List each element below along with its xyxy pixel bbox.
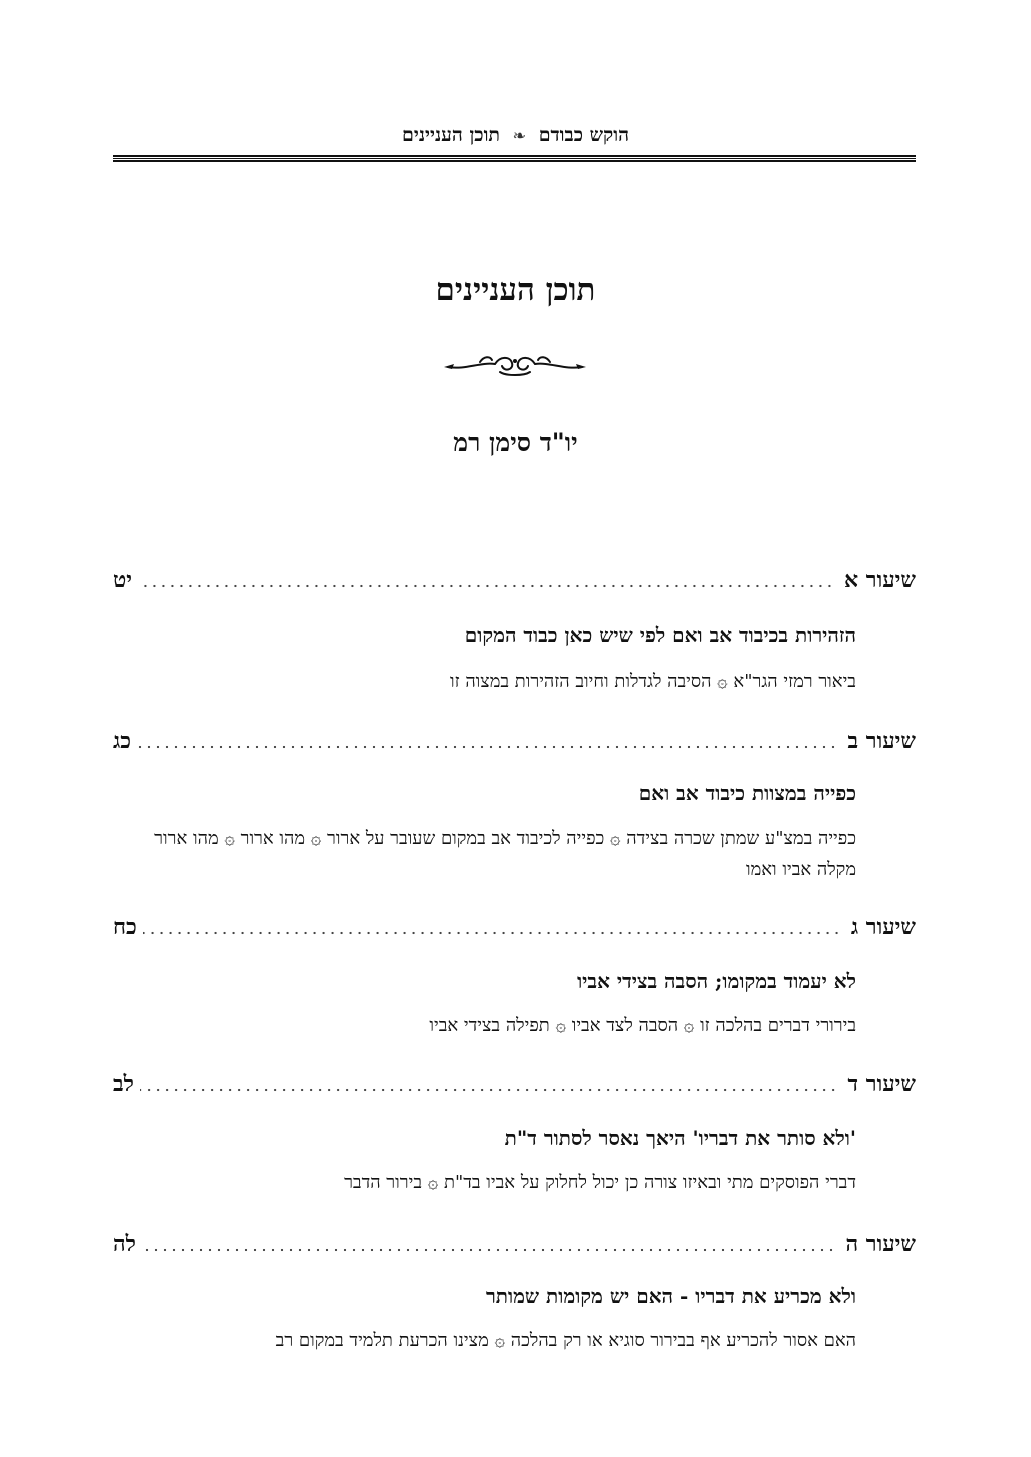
toc-page-number: כג bbox=[113, 728, 132, 754]
dot-leader bbox=[142, 1247, 836, 1253]
toc-lesson-label: שיעור ג bbox=[850, 914, 916, 940]
entry-description: דברי הפוסקים מתי ובאיזו צורה כן יכול לחלוק על אביו בד"ת ۞ בירור הדבר bbox=[344, 1172, 856, 1193]
entry-description: האם אסור להכריע אף בבירור סוגיא או רק בהלכה ۞ מצינו הכרעת תלמיד במקום רב bbox=[275, 1330, 856, 1351]
entry-description: בירורי דברים בהלכה זו ۞ הסבה לצד אביו ۞ תפילה בצידי אביו bbox=[429, 1015, 856, 1036]
toc-row bbox=[113, 567, 916, 597]
toc-row bbox=[113, 914, 916, 944]
running-head-section: תוכן העניינים bbox=[401, 124, 501, 146]
toc-page-number: כח bbox=[113, 914, 137, 940]
toc-row bbox=[113, 1231, 916, 1261]
dot-leader bbox=[138, 583, 834, 589]
toc-page-number: לב bbox=[113, 1071, 134, 1097]
toc-page-number: לה bbox=[113, 1231, 136, 1257]
toc-lesson-label: שיעור ב bbox=[847, 728, 916, 754]
toc-lesson-label: שיעור ד bbox=[847, 1071, 916, 1097]
entry-description: כפייה במצ"ע שמתן שכרה בצידה ۞ כפייה לכיבוד אב במקום שעובר על ארור ۞ מהו ארור ۞ מהו ארור מקלה אביו ואמו bbox=[154, 828, 856, 880]
header-rule bbox=[113, 155, 916, 162]
entry-title: לא יעמוד במקומו; הסבה בצידי אביו bbox=[577, 969, 856, 993]
decorative-flourish-icon bbox=[440, 350, 590, 380]
toc-row bbox=[113, 728, 916, 758]
fleuron-icon: ❧ bbox=[512, 126, 527, 145]
entry-title: הזהירות בכיבוד אב ואם לפי שיש כאן כבוד המקום bbox=[464, 623, 856, 647]
entry-title: כפייה במצוות כיבוד אב ואם bbox=[638, 781, 856, 805]
running-head-book-title: הוקש כבודם bbox=[538, 124, 630, 146]
page-title: תוכן העניינים bbox=[435, 272, 596, 308]
running-head bbox=[0, 124, 1031, 147]
dot-leader bbox=[140, 1087, 838, 1093]
toc-page-number: יט bbox=[113, 567, 133, 593]
entry-title: 'ולא סותר את דבריו' היאך נאסר לסתור ד"ת bbox=[504, 1126, 856, 1150]
dot-leader bbox=[137, 744, 837, 750]
toc-lesson-label: שיעור ה bbox=[845, 1231, 916, 1257]
entry-title: ולא מכריע את דבריו - האם יש מקומות שמותר bbox=[485, 1284, 856, 1308]
dot-leader bbox=[143, 930, 841, 936]
entry-description: ביאור רמזי הגר"א ۞ הסיבה לגדלות וחיוב הזהירות במצוה זו bbox=[449, 671, 856, 692]
toc-row bbox=[113, 1071, 916, 1101]
section-heading: יו"ד סימן רמ bbox=[453, 428, 578, 457]
toc-lesson-label: שיעור א bbox=[843, 567, 916, 593]
